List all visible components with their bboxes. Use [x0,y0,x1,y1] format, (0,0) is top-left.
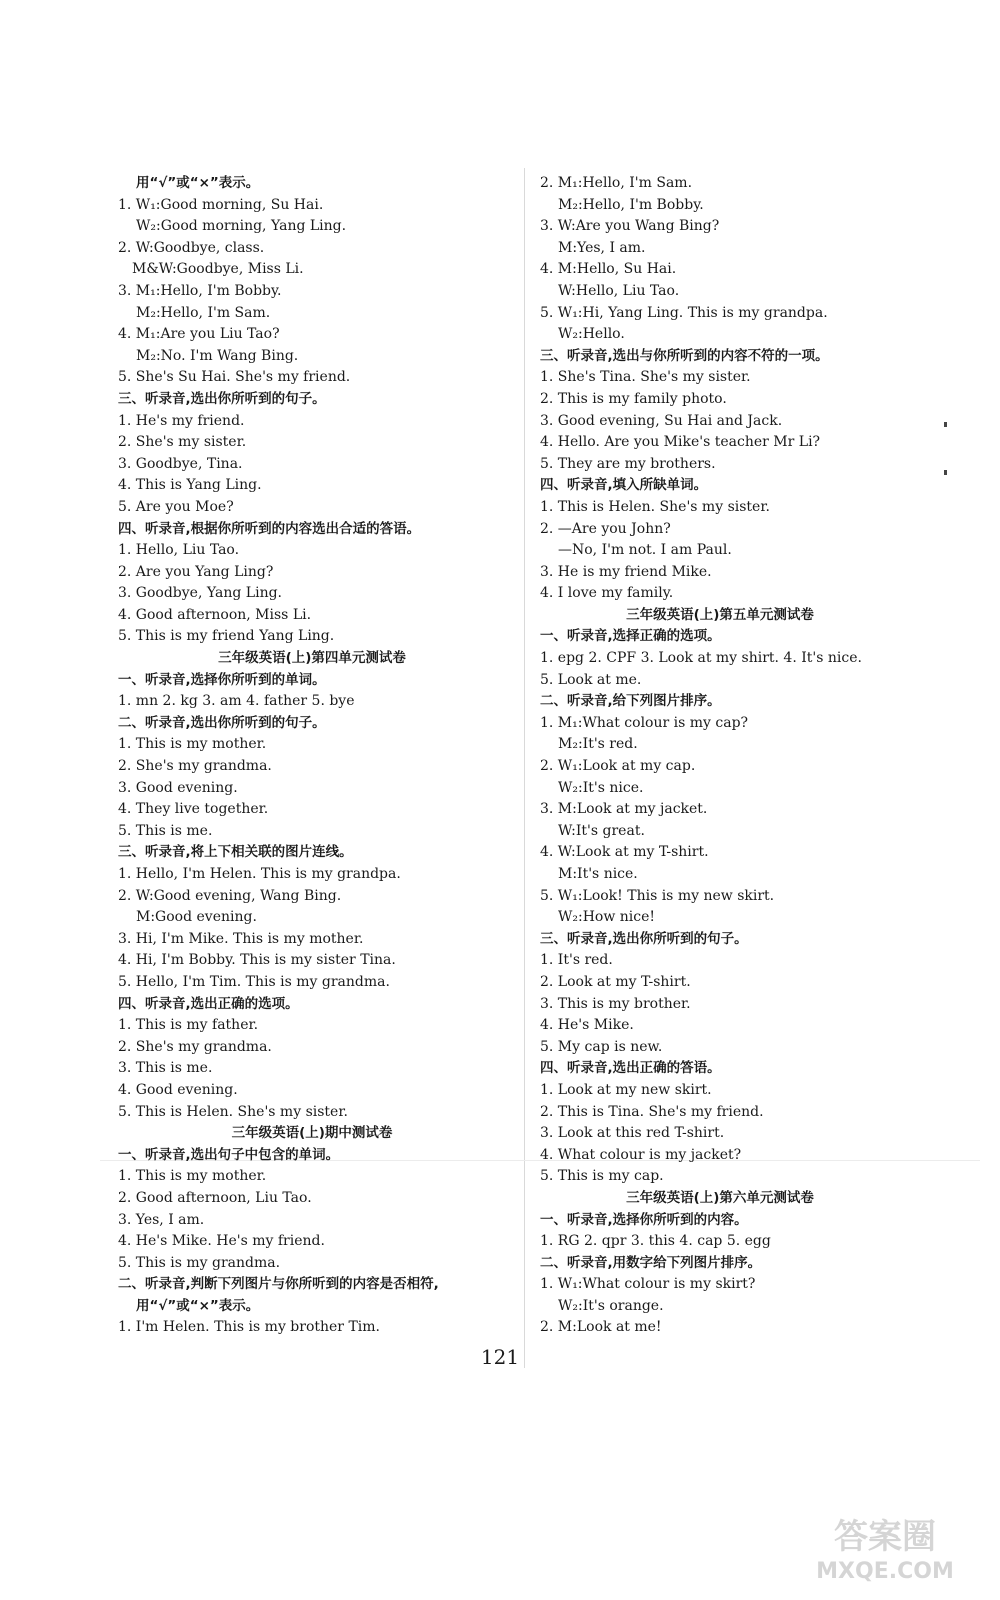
answer-line: 1. It's red. [540,952,613,969]
margin-mark [944,470,947,475]
section-heading: 三、听录音,将上下相关联的图片连线。 [118,844,353,861]
section-heading: 四、听录音,选出正确的选项。 [118,995,299,1012]
answer-line: 1. This is my mother. [118,1168,267,1185]
answer-line: 5. This is Helen. She's my sister. [118,1103,348,1120]
test-title: 三年级英语(上)第五单元测试卷 [626,606,814,623]
answer-line: 2. W:Good evening, Wang Bing. [118,887,342,904]
section-heading: 二、听录音,选出你所听到的句子。 [118,714,326,731]
answer-line: W₂:Good morning, Yang Ling. [136,218,347,235]
answer-line: 5. Are you Moe? [118,498,234,515]
answer-line: M:Yes, I am. [558,239,646,256]
answer-line: 5. This is my grandma. [118,1254,281,1271]
margin-mark [944,422,947,427]
answer-line: 2. This is Tina. She's my friend. [540,1103,764,1120]
answer-line: M₂:Hello, I'm Bobby. [558,196,704,213]
answer-line: M₂:No. I'm Wang Bing. [136,347,299,364]
answer-line: 3. Yes, I am. [118,1211,205,1228]
answer-line: M₂:Hello, I'm Sam. [136,304,271,321]
section-heading: 二、听录音,用数字给下列图片排序。 [540,1254,762,1271]
answer-line: 3. M₁:Hello, I'm Bobby. [118,282,282,299]
answer-line: 2. M₁:Hello, I'm Sam. [540,175,693,191]
answer-line: 2. She's my grandma. [118,1038,272,1055]
answer-line: 5. This is my cap. [540,1168,664,1185]
section-heading: 一、听录音,选择你所听到的单词。 [118,671,326,688]
answer-line: 3. Goodbye, Yang Ling. [118,585,283,602]
answer-line: W:Hello, Liu Tao. [558,282,680,299]
answer-line: 4. Good afternoon, Miss Li. [118,606,312,623]
column-divider [524,168,525,1368]
answer-line: 3. This is my brother. [540,995,691,1012]
answer-line: 2. She's my sister. [118,434,247,451]
answer-line: 4. I love my family. [540,585,674,602]
answer-line: 2. This is my family photo. [540,390,727,407]
answer-line: 5. This is me. [118,822,213,839]
answer-line: 5. Hello, I'm Tim. This is my grandma. [118,973,390,990]
section-heading: 一、听录音,选择正确的选项。 [540,628,721,645]
answer-line: M:Good evening. [136,909,257,926]
answer-line: 1. mn 2. kg 3. am 4. father 5. bye [118,693,355,710]
answer-line: W:It's great. [558,822,645,839]
answer-line: M₂:It's red. [558,736,638,753]
section-heading: 三、听录音,选出你所听到的句子。 [540,930,748,947]
answer-line: 1. I'm Helen. This is my brother Tim. [118,1319,380,1336]
left-column [118,173,506,1339]
answer-line: 2. Good afternoon, Liu Tao. [118,1189,312,1206]
answer-line: W₂:It's orange. [558,1297,664,1314]
answer-line: 1. W₁:What colour is my skirt? [540,1276,756,1293]
answer-line: 4. Hi, I'm Bobby. This is my sister Tina. [118,952,396,969]
section-heading: 三、听录音,选出你所听到的句子。 [118,390,326,407]
answer-line: 2. W:Goodbye, class. [118,239,265,256]
answer-line: 1. She's Tina. She's my sister. [540,369,751,386]
answer-line: 1. M₁:What colour is my cap? [540,714,749,731]
answer-line: 4. He's Mike. He's my friend. [118,1233,325,1250]
test-title: 三年级英语(上)第六单元测试卷 [626,1189,814,1206]
answer-line: 4. W:Look at my T-shirt. [540,844,709,861]
answer-line: 3. M:Look at my jacket. [540,801,708,818]
answer-line: 4. M:Hello, Su Hai. [540,261,677,278]
answer-line: M&W:Goodbye, Miss Li. [132,261,304,278]
answer-line: 1. Look at my new skirt. [540,1081,712,1098]
answer-line: 2. M:Look at me! [540,1319,662,1336]
answer-line: 2. W₁:Look at my cap. [540,758,696,775]
section-heading: 一、听录音,选择你所听到的内容。 [540,1211,748,1228]
section-heading: 三、听录音,选出与你所听到的内容不符的一项。 [540,347,829,364]
section-heading: 一、听录音,选出句子中包含的单词。 [118,1146,340,1163]
answer-line: M:It's nice. [558,866,638,882]
answer-line: 2. —Are you John? [540,520,671,537]
answer-line: W₂:How nice! [558,909,656,926]
answer-line: 4. Good evening. [118,1081,238,1098]
answer-line: 5. They are my brothers. [540,455,716,472]
section-heading: 四、听录音,填入所缺单词。 [540,477,708,494]
answer-line: 4. They live together. [118,801,269,818]
answer-line: W₂:It's nice. [558,779,644,796]
answer-line: 2. She's my grandma. [118,758,272,775]
answer-line: 4. He's Mike. [540,1017,634,1034]
watermark-url: MXQE.COM [816,1559,954,1584]
answer-line: 3. Good evening. [118,779,238,796]
section-heading: 用“√”或“×”表示。 [136,175,260,191]
answer-line: 1. epg 2. CPF 3. Look at my shirt. 4. It's nice. [540,650,862,667]
answer-line: 1. This is Helen. She's my sister. [540,498,770,515]
answer-line: 4. M₁:Are you Liu Tao? [118,326,280,343]
answer-line: 3. He is my friend Mike. [540,563,712,580]
answer-line: 4. What colour is my jacket? [540,1146,742,1163]
section-heading: 二、听录音,给下列图片排序。 [540,693,721,710]
answer-line: 3. Hi, I'm Mike. This is my mother. [118,930,364,947]
answer-line: 1. He's my friend. [118,412,245,429]
section-heading: 二、听录音,判断下列图片与你所听到的内容是否相符, [118,1276,439,1293]
answer-line: 5. W₁:Hi, Yang Ling. This is my grandpa. [540,304,828,321]
answer-line: 5. My cap is new. [540,1038,663,1055]
test-title: 三年级英语(上)第四单元测试卷 [218,650,406,667]
answer-line: W₂:Hello. [558,326,625,343]
answer-line: 1. RG 2. qpr 3. this 4. cap 5. egg [540,1233,771,1250]
section-heading: 四、听录音,选出正确的答语。 [540,1060,721,1077]
watermark-logo [800,1508,970,1586]
answer-line: 3. Good evening, Su Hai and Jack. [540,412,783,429]
page-number: 121 [480,1345,520,1369]
answer-line: 1. This is my father. [118,1017,259,1034]
answer-line: 1. W₁:Good morning, Su Hai. [118,196,324,213]
answer-line: 5. She's Su Hai. She's my friend. [118,369,351,386]
right-column [540,173,900,1339]
answer-line: 1. Hello, Liu Tao. [118,542,240,559]
answer-line: 2. Are you Yang Ling? [118,563,274,580]
answer-line: —No, I'm not. I am Paul. [558,542,732,559]
answer-line: 4. Hello. Are you Mike's teacher Mr Li? [540,434,821,451]
answer-line: 2. Look at my T-shirt. [540,973,691,990]
section-heading: 用“√”或“×”表示。 [136,1297,260,1314]
answer-line: 1. Hello, I'm Helen. This is my grandpa. [118,866,401,882]
answer-line: 5. Look at me. [540,671,642,688]
answer-line: 3. Goodbye, Tina. [118,455,243,472]
answer-line: 3. This is me. [118,1060,213,1077]
answer-line: 3. W:Are you Wang Bing? [540,218,720,235]
answer-line: 5. W₁:Look! This is my new skirt. [540,887,775,904]
test-title: 三年级英语(上)期中测试卷 [231,1125,393,1142]
answer-line: 4. This is Yang Ling. [118,477,262,494]
answer-line: 1. This is my mother. [118,736,267,753]
watermark-title: 答案圈 [834,1517,936,1557]
answer-line: 5. This is my friend Yang Ling. [118,628,335,645]
answer-line: 3. Look at this red T-shirt. [540,1125,725,1142]
section-heading: 四、听录音,根据你所听到的内容选出合适的答语。 [118,520,421,537]
